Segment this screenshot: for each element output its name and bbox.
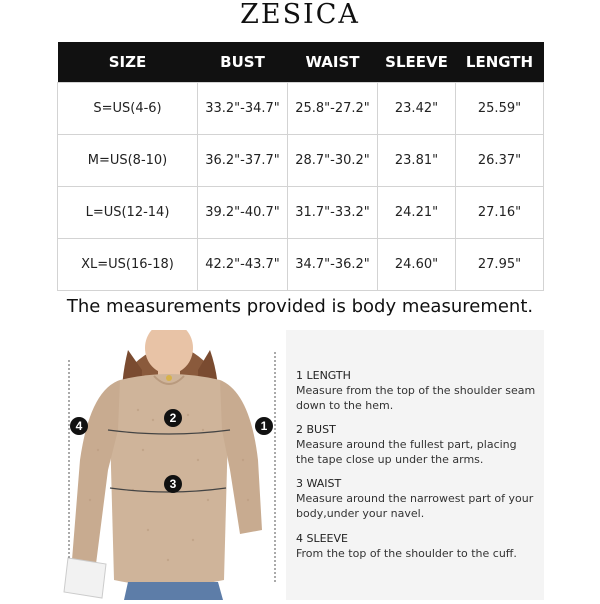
header-length: LENGTH <box>456 42 544 83</box>
instruction-desc: From the top of the shoulder to the cuff. <box>296 547 517 560</box>
length-cell: 27.95" <box>456 239 544 291</box>
waist-cell: 34.7"-36.2" <box>288 239 378 291</box>
instruction-sleeve <box>296 531 536 561</box>
necklace-pendant <box>166 375 172 381</box>
size-chart-table <box>57 42 544 291</box>
header-sleeve: SLEEVE <box>378 42 456 83</box>
marker-waist <box>164 475 182 493</box>
sleeve-cell: 23.81" <box>378 135 456 187</box>
table-row <box>58 83 544 135</box>
header-bust: BUST <box>198 42 288 83</box>
size-cell: M=US(8-10) <box>58 135 198 187</box>
marker-length <box>255 417 273 435</box>
marker-bust-label: 2 <box>169 411 177 425</box>
size-cell: XL=US(16-18) <box>58 239 198 291</box>
bust-cell: 33.2"-34.7" <box>198 83 288 135</box>
instruction-waist <box>296 476 536 521</box>
model-photo <box>58 330 283 600</box>
table-row <box>58 187 544 239</box>
instruction-desc: Measure around the fullest part, placing the tape close up under the arms. <box>296 438 517 466</box>
waist-cell: 31.7"-33.2" <box>288 187 378 239</box>
marker-sleeve <box>70 417 88 435</box>
sleeve-cell: 24.21" <box>378 187 456 239</box>
header-size: SIZE <box>58 42 198 83</box>
instructions-panel <box>286 330 544 600</box>
size-cell: L=US(12-14) <box>58 187 198 239</box>
instruction-desc: Measure from the top of the shoulder seam down to the hem. <box>296 384 536 412</box>
measurement-note: The measurements provided is body measurement. <box>66 296 534 317</box>
marker-waist-label: 3 <box>169 477 177 491</box>
waist-cell: 28.7"-30.2" <box>288 135 378 187</box>
instruction-title: 4 SLEEVE <box>296 532 348 545</box>
marker-bust <box>164 409 182 427</box>
garment-illustration <box>58 330 283 600</box>
marker-length-label: 1 <box>260 419 268 433</box>
marker-sleeve-label: 4 <box>75 419 83 433</box>
instruction-title: 1 LENGTH <box>296 369 351 382</box>
waist-cell: 25.8"-27.2" <box>288 83 378 135</box>
size-cell: S=US(4-6) <box>58 83 198 135</box>
table-header-row <box>58 42 544 83</box>
instruction-length <box>296 368 536 413</box>
sleeve-cell: 24.60" <box>378 239 456 291</box>
length-cell: 26.37" <box>456 135 544 187</box>
length-cell: 27.16" <box>456 187 544 239</box>
bust-cell: 36.2"-37.7" <box>198 135 288 187</box>
header-waist: WAIST <box>288 42 378 83</box>
instruction-title: 2 BUST <box>296 423 336 436</box>
bust-cell: 42.2"-43.7" <box>198 239 288 291</box>
sleeve-cell: 23.42" <box>378 83 456 135</box>
instruction-title: 3 WAIST <box>296 477 342 490</box>
instruction-desc: Measure around the narrowest part of your body,under your navel. <box>296 492 534 520</box>
table-row <box>58 135 544 187</box>
instruction-bust <box>296 422 536 467</box>
bust-cell: 39.2"-40.7" <box>198 187 288 239</box>
table-row <box>58 239 544 291</box>
brand-logo: ZESICA <box>240 0 360 30</box>
bag-shape <box>64 558 106 598</box>
length-cell: 25.59" <box>456 83 544 135</box>
jeans-shape <box>124 582 223 600</box>
